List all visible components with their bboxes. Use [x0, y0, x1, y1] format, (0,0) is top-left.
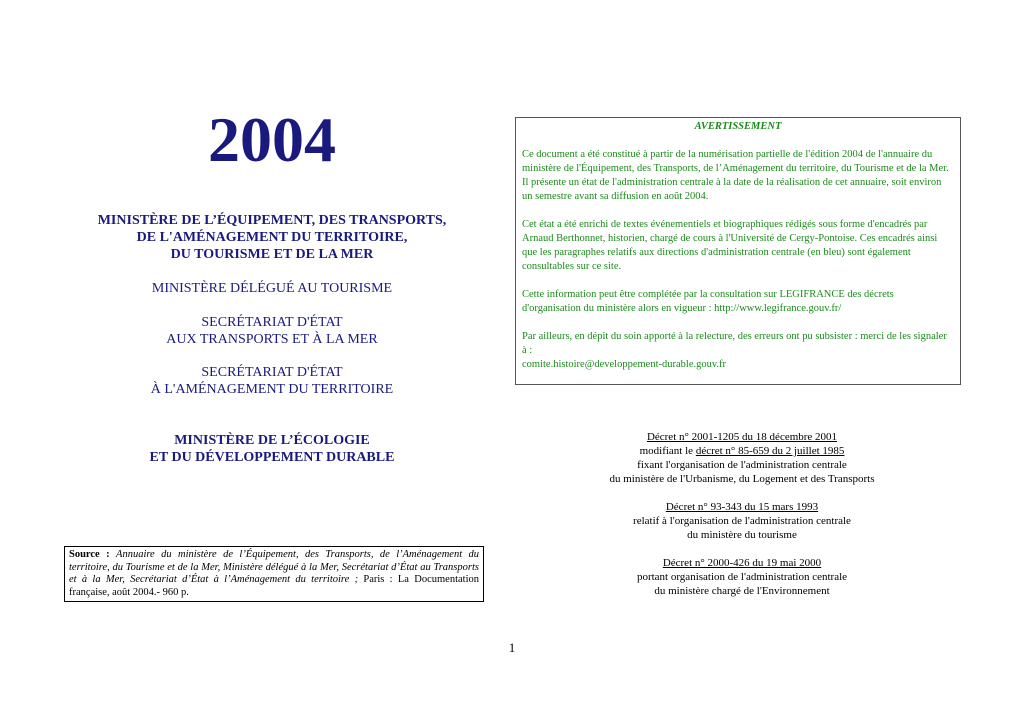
ministry-title [60, 212, 484, 263]
secretariat-transport [60, 314, 484, 348]
source-label: Source : [69, 549, 110, 560]
contact-email[interactable]: comite.histoire@developpement-durable.gouv.fr [522, 359, 727, 370]
decree-line: du ministère chargé de l'Environnement [654, 585, 830, 597]
decree-title[interactable]: Décret n° 2001-1205 du 18 décembre 2001 [646, 431, 838, 443]
decree-title[interactable]: Décret n° 2000-426 du 19 mai 2000 [662, 557, 822, 569]
ministry-title-line: DE L'AMÉNAGEMENT DU TERRITOIRE, [136, 230, 408, 245]
edition-year: 2004 [208, 104, 336, 175]
decree-reference-link[interactable]: décret n° 85-659 du 2 juillet 1985 [695, 445, 845, 457]
warning-paragraph: Ce document a été constitué à partir de la numérisation partielle de l'édition 2004 de l'annuaire du ministère de l'Équipement, des Transports, de l’Aménagement du territoire, du Tourisme et de la Mer. [522, 149, 949, 174]
secretariat-transport-line: SECRÉTARIAT D'ÉTAT [201, 315, 343, 330]
warning-paragraph: Cette information peut être complétée par la consultation sur LEGIFRANCE des décrets d'organisation du ministère alors en vigueur : http://www.legifrance.gouv.fr/ [522, 289, 894, 314]
source-publisher: Paris : La Documentation française, août 2004.- 960 p. [69, 574, 479, 598]
ministry-ecology [60, 432, 484, 466]
warning-title: AVERTISSEMENT [694, 121, 782, 132]
ministry-ecology-line: ET DU DÉVELOPPEMENT DURABLE [149, 450, 395, 465]
decree-list [560, 430, 924, 612]
decree-item [560, 556, 924, 598]
secretariat-transport-line: AUX TRANSPORTS ET À LA MER [166, 332, 378, 347]
decree-item [560, 500, 924, 542]
decree-line: du ministère de l'Urbanisme, du Logement et des Transports [609, 473, 875, 485]
decree-line: du ministère du tourisme [687, 529, 797, 541]
warning-paragraph: Par ailleurs, en dépit du soin apporté à la relecture, des erreurs ont pu subsister : merci de les signaler à : [522, 331, 947, 356]
ministry-tourism [60, 280, 484, 297]
decree-line [560, 444, 924, 458]
secretariat-territory [60, 364, 484, 398]
ministry-title-line: DU TOURISME ET DE LA MER [170, 247, 374, 262]
decree-item [560, 430, 924, 486]
secretariat-territory-line: À L'AMÉNAGEMENT DU TERRITOIRE [150, 382, 394, 397]
ministry-title-line: MINISTÈRE DE L’ÉQUIPEMENT, DES TRANSPORTS, [97, 213, 447, 228]
warning-box [515, 117, 961, 385]
ministry-tourism-line: MINISTÈRE DÉLÉGUÉ AU TOURISME [151, 281, 393, 296]
secretariat-territory-line: SECRÉTARIAT D'ÉTAT [201, 365, 343, 380]
warning-paragraph: Cet état a été enrichi de textes événementiels et biographiques rédigés sous forme d'encadrés par Arnaud Berthonnet, historien, chargé de cours à l'Université de Cergy-Pontoise. Ces encadrés ainsi que les paragraphes relatifs aux directions d'administration centrale (en bleu) sont également consultables sur ce site. [522, 219, 938, 272]
ministry-ecology-line: MINISTÈRE DE L’ÉCOLOGIE [174, 433, 370, 448]
source-citation: Annuaire du ministère de l’Équipement, des Transports, de l’Aménagement du territoire, du Tourisme et de la Mer, Ministère délégué à la Mer, Secrétariat d’État au Transports et à la Mer, Secrétariat d’État à l’Aménagement du territoire ; [69, 549, 480, 585]
decree-title[interactable]: Décret n° 93-343 du 15 mars 1993 [665, 501, 819, 513]
decree-prefix: modifiant le [639, 445, 696, 457]
warning-paragraph: Il présente un état de l'administration centrale à la date de la réalisation de cet annuaire, soit environ un semestre avant sa diffusion en août 2004. [522, 177, 942, 202]
decree-line: relatif à l'organisation de l'administration centrale [633, 515, 851, 527]
page-number: 1 [508, 640, 516, 655]
source-box [64, 546, 484, 602]
decree-line: portant organisation de l'administration centrale [636, 571, 848, 583]
decree-line: fixant l'organisation de l'administration centrale [637, 459, 847, 471]
